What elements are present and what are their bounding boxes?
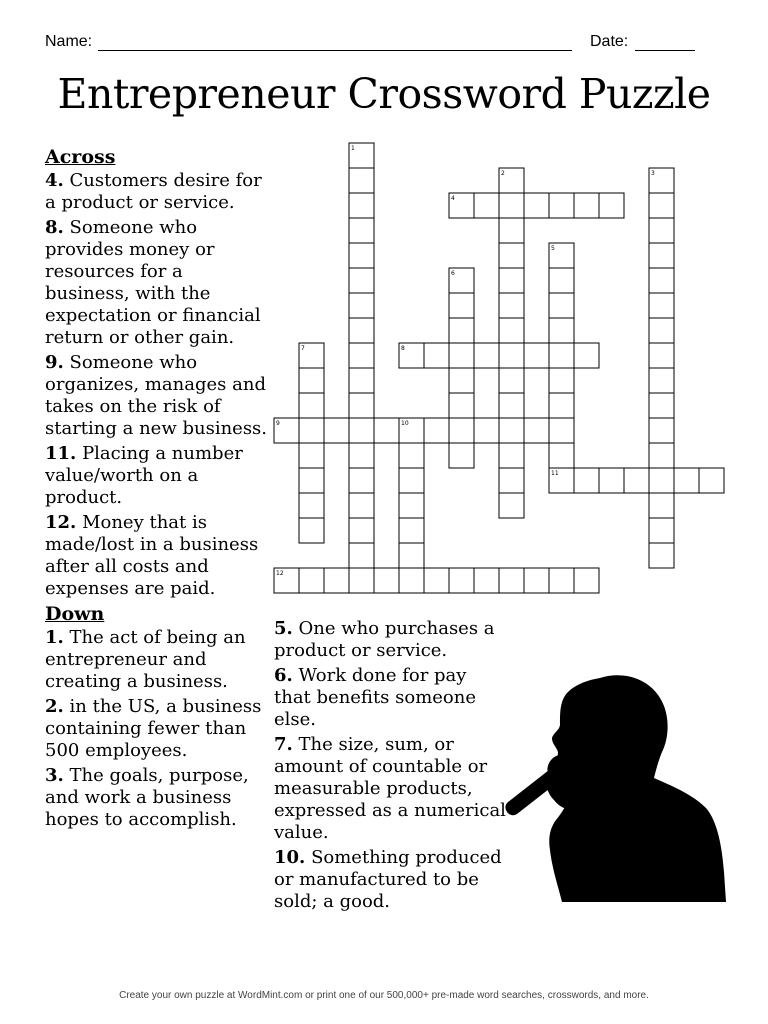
crossword-cell[interactable] <box>399 418 424 443</box>
cell-number-label: 6 <box>451 270 455 277</box>
across-clue-9 <box>45 352 270 440</box>
crossword-cell[interactable] <box>299 343 324 368</box>
crossword-cell[interactable] <box>549 318 574 343</box>
crossword-cell[interactable] <box>649 218 674 243</box>
crossword-cell[interactable] <box>549 268 574 293</box>
crossword-cell[interactable] <box>649 268 674 293</box>
clue-number: 5. <box>274 618 293 639</box>
crossword-cell[interactable] <box>374 418 399 443</box>
across-heading: Across <box>45 146 116 168</box>
crossword-cell[interactable] <box>399 468 424 493</box>
cell-number-label: 1 <box>351 145 355 152</box>
crossword-cell[interactable] <box>524 568 549 593</box>
crossword-cell[interactable] <box>649 368 674 393</box>
crossword-cell[interactable] <box>349 143 374 168</box>
crossword-cell[interactable] <box>424 343 449 368</box>
cell-number-label: 2 <box>501 170 505 177</box>
crossword-cell[interactable] <box>299 493 324 518</box>
crossword-cell[interactable] <box>549 293 574 318</box>
crossword-cell[interactable] <box>374 568 399 593</box>
clue-text: Placing a number value/worth on a product. <box>45 443 243 508</box>
crossword-cell[interactable] <box>574 468 599 493</box>
crossword-cell[interactable] <box>299 393 324 418</box>
date-field[interactable] <box>635 50 695 51</box>
cell-number-label: 4 <box>451 195 455 202</box>
cell-number-label: 9 <box>276 420 280 427</box>
crossword-cell[interactable] <box>649 318 674 343</box>
crossword-cell[interactable] <box>499 493 524 518</box>
crossword-cell[interactable] <box>349 468 374 493</box>
down-clue-1 <box>45 627 270 693</box>
crossword-cell[interactable] <box>449 293 474 318</box>
crossword-cell[interactable] <box>299 468 324 493</box>
crossword-cell[interactable] <box>349 243 374 268</box>
down-clue-3 <box>45 765 270 831</box>
crossword-cell[interactable] <box>399 493 424 518</box>
crossword-cell[interactable] <box>499 268 524 293</box>
cell-number-label: 10 <box>401 420 409 427</box>
crossword-cell[interactable] <box>449 418 474 443</box>
crossword-cell[interactable] <box>649 193 674 218</box>
crossword-cell[interactable] <box>499 368 524 393</box>
crossword-cell[interactable] <box>574 193 599 218</box>
crossword-cell[interactable] <box>649 468 674 493</box>
crossword-cell[interactable] <box>349 218 374 243</box>
down-clue-7 <box>274 734 506 844</box>
clue-text: Work done for pay that benefits someone else. <box>274 665 477 730</box>
crossword-cell[interactable] <box>299 443 324 468</box>
crossword-cell[interactable] <box>499 218 524 243</box>
cell-number-label: 3 <box>651 170 655 177</box>
crossword-cell[interactable] <box>399 543 424 568</box>
crossword-cell[interactable] <box>649 293 674 318</box>
crossword-cell[interactable] <box>524 343 549 368</box>
crossword-cell[interactable] <box>449 193 474 218</box>
crossword-cell[interactable] <box>499 193 524 218</box>
clue-text: One who purchases a product or service. <box>274 618 495 661</box>
footer-text: Create your own puzzle at WordMint.com or print one of our 500,000+ pre-made word searches, crosswords, and more. <box>119 990 649 1001</box>
crossword-cell[interactable] <box>399 518 424 543</box>
crossword-cell[interactable] <box>649 343 674 368</box>
crossword-cell[interactable] <box>499 568 524 593</box>
clue-number: 2. <box>45 696 64 717</box>
crossword-cell[interactable] <box>399 343 424 368</box>
crossword-cell[interactable] <box>499 418 524 443</box>
crossword-cell[interactable] <box>524 418 549 443</box>
crossword-cell[interactable] <box>649 393 674 418</box>
crossword-cell[interactable] <box>399 443 424 468</box>
crossword-cell[interactable] <box>599 468 624 493</box>
crossword-cell[interactable] <box>299 518 324 543</box>
crossword-cell[interactable] <box>299 568 324 593</box>
across-clue-11 <box>45 443 270 509</box>
crossword-cell[interactable] <box>324 568 349 593</box>
crossword-cell[interactable] <box>499 343 524 368</box>
crossword-cell[interactable] <box>299 368 324 393</box>
clue-text: Someone who organizes, manages and takes on the risk of starting a new business. <box>45 352 268 439</box>
crossword-cell[interactable] <box>499 393 524 418</box>
crossword-cell[interactable] <box>399 568 424 593</box>
clue-text: Money that is made/lost in a business after all costs and expenses are paid. <box>45 512 259 599</box>
crossword-cell[interactable] <box>349 343 374 368</box>
crossword-cell[interactable] <box>574 343 599 368</box>
cell-number-label: 5 <box>551 245 555 252</box>
crossword-cell[interactable] <box>449 343 474 368</box>
crossword-cell[interactable] <box>474 418 499 443</box>
across-clue-8 <box>45 217 270 349</box>
page-title: Entrepreneur Crossword Puzzle <box>57 70 711 118</box>
crossword-cell[interactable] <box>624 468 649 493</box>
crossword-cell[interactable] <box>449 368 474 393</box>
crossword-cell[interactable] <box>499 168 524 193</box>
clue-number: 11. <box>45 443 77 464</box>
crossword-cell[interactable] <box>649 418 674 443</box>
down-heading: Down <box>45 603 105 625</box>
crossword-cell[interactable] <box>349 293 374 318</box>
crossword-cell[interactable] <box>549 568 574 593</box>
clue-number: 12. <box>45 512 77 533</box>
clue-number: 7. <box>274 734 293 755</box>
crossword-cell[interactable] <box>649 518 674 543</box>
crossword-cell[interactable] <box>349 168 374 193</box>
crossword-cell[interactable] <box>649 543 674 568</box>
crossword-cell[interactable] <box>524 193 549 218</box>
clue-number: 1. <box>45 627 64 648</box>
down-clue-6 <box>274 665 506 731</box>
crossword-cell[interactable] <box>424 568 449 593</box>
clue-text: The goals, purpose, and work a business hopes to accomplish. <box>45 765 249 830</box>
crossword-cell[interactable] <box>499 468 524 493</box>
crossword-cell[interactable] <box>474 193 499 218</box>
crossword-cell[interactable] <box>349 443 374 468</box>
clue-number: 4. <box>45 170 64 191</box>
name-field[interactable] <box>98 50 572 51</box>
crossword-cell[interactable] <box>449 268 474 293</box>
clue-number: 6. <box>274 665 293 686</box>
crossword-cell[interactable] <box>449 318 474 343</box>
crossword-cell[interactable] <box>474 568 499 593</box>
clue-text: in the US, a business containing fewer than 500 employees. <box>45 696 262 761</box>
clues-left-column <box>45 146 270 834</box>
clue-text: Someone who provides money or resources for a business, with the expectation or financial return or other gain. <box>45 217 261 348</box>
crossword-cell[interactable] <box>349 193 374 218</box>
crossword-cell[interactable] <box>499 293 524 318</box>
crossword-cell[interactable] <box>649 243 674 268</box>
crossword-cell[interactable] <box>349 493 374 518</box>
clue-text: The size, sum, or amount of countable or measurable products, expressed as a numerical value. <box>274 734 506 843</box>
cell-number-label: 8 <box>401 345 405 352</box>
clue-number: 9. <box>45 352 64 373</box>
crossword-cell[interactable] <box>424 418 449 443</box>
crossword-cell[interactable] <box>549 468 574 493</box>
crossword-cell[interactable] <box>349 543 374 568</box>
crossword-cell[interactable] <box>699 468 724 493</box>
clue-text: Customers desire for a product or service. <box>45 170 262 213</box>
crossword-cell[interactable] <box>549 418 574 443</box>
crossword-cell[interactable] <box>649 493 674 518</box>
crossword-cell[interactable] <box>349 418 374 443</box>
cell-number-label: 11 <box>551 470 559 477</box>
crossword-cell[interactable] <box>274 568 299 593</box>
name-label: Name: <box>45 33 93 50</box>
down-clue-2 <box>45 696 270 762</box>
crossword-cell[interactable] <box>299 418 324 443</box>
cell-number-label: 12 <box>276 570 284 577</box>
crossword-cell[interactable] <box>549 393 574 418</box>
clue-text: Something produced or manufactured to be sold; a good. <box>274 847 502 912</box>
crossword-cell[interactable] <box>649 168 674 193</box>
across-clue-4 <box>45 170 270 214</box>
crossword-cell[interactable] <box>349 518 374 543</box>
crossword-cell[interactable] <box>549 243 574 268</box>
across-clue-12 <box>45 512 270 600</box>
crossword-cell[interactable] <box>449 443 474 468</box>
crossword-cell[interactable] <box>599 193 624 218</box>
crossword-cell[interactable] <box>324 418 349 443</box>
crossword-cell[interactable] <box>349 368 374 393</box>
clue-text: The act of being an entrepreneur and creating a business. <box>45 627 246 692</box>
crossword-cell[interactable] <box>549 343 574 368</box>
clues-middle-column <box>274 618 506 916</box>
down-clue-5 <box>274 618 506 662</box>
crossword-cell[interactable] <box>499 243 524 268</box>
date-label: Date: <box>590 33 629 50</box>
crossword-cell[interactable] <box>349 318 374 343</box>
crossword-cell[interactable] <box>449 568 474 593</box>
crossword-cell[interactable] <box>499 318 524 343</box>
clue-number: 3. <box>45 765 64 786</box>
microphone-speaker-silhouette-icon <box>496 672 726 902</box>
crossword-cell[interactable] <box>349 268 374 293</box>
crossword-cell[interactable] <box>674 468 699 493</box>
crossword-cell[interactable] <box>274 418 299 443</box>
cell-number-label: 7 <box>301 345 305 352</box>
crossword-cell[interactable] <box>549 443 574 468</box>
clue-number: 8. <box>45 217 64 238</box>
crossword-cell[interactable] <box>499 443 524 468</box>
down-clue-10 <box>274 847 506 913</box>
crossword-cell[interactable] <box>474 343 499 368</box>
crossword-cell[interactable] <box>549 368 574 393</box>
clue-number: 10. <box>274 847 306 868</box>
crossword-cell[interactable] <box>349 568 374 593</box>
crossword-cell[interactable] <box>649 443 674 468</box>
crossword-cell[interactable] <box>574 568 599 593</box>
crossword-cell[interactable] <box>549 193 574 218</box>
crossword-cell[interactable] <box>449 393 474 418</box>
crossword-cell[interactable] <box>349 393 374 418</box>
